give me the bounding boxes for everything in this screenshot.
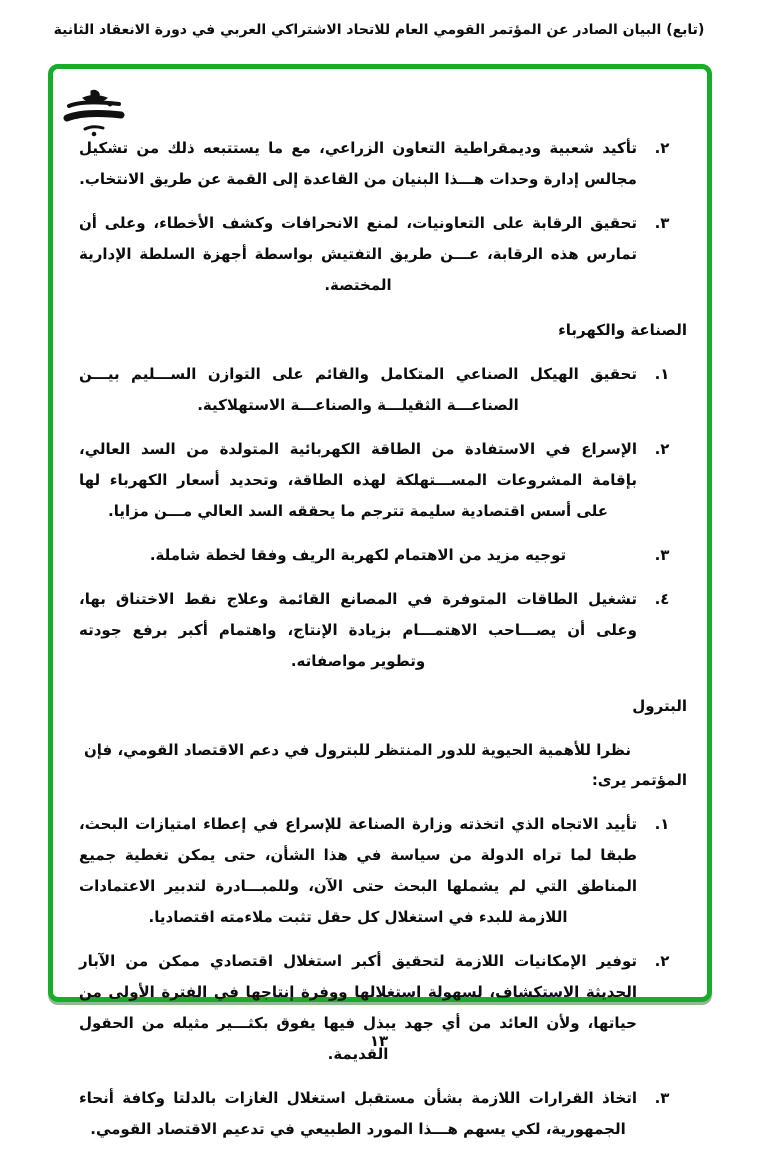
section-heading: البترول: [632, 697, 687, 715]
list-item: [79, 208, 687, 301]
section-heading: الصناعة والكهرباء: [558, 321, 687, 339]
list-item: [79, 133, 687, 195]
list-item-text: توفير الإمكانيات اللازمة لتحقيق أكبر استغلال اقتصادي ممكن من الآبار الحديثة الاستكشاف، لسهولة استغلالها ووفرة إنتاجها في الفترة الأولى من حياتها، ولأن العائد من أي جهد يبذل فيها يفوق بكثـــير مثيله من الحقول القديمة.: [79, 952, 637, 1063]
list-item-number: ٢.: [654, 139, 670, 157]
list-item-text: اتخاذ القرارات اللازمة بشأن مستقبل استغلال الغازات بالدلتا وكافة أنحاء الجمهورية، لكي يسهم هـــذا المورد الطبيعي في تدعيم الاقتصاد القومي.: [79, 1089, 637, 1138]
list-item-number: ١.: [654, 365, 670, 383]
list-item: [79, 946, 687, 1070]
document-body: [79, 133, 687, 1158]
list-item-text: تأكيد شعبية وديمقراطية التعاون الزراعي، مع ما يستتبعه ذلك من تشكيل مجالس إدارة وحدات هـــذا البنيان من القاعدة إلى القمة عن طريق الانتخاب.: [79, 139, 637, 188]
list-item-number: ٢.: [654, 952, 670, 970]
list-item-number: ٤.: [654, 590, 670, 608]
page-header-title: (تابع) البيان الصادر عن المؤتمر القومي العام للاتحاد الاشتراكي العربي في دورة الانعقاد الثانية: [53, 22, 705, 38]
list-item-text: تشغيل الطاقات المتوفرة في المصانع القائمة وعلاج نقط الاختناق بها، وعلى أن يصـــاحب الاهتمـــام بزيادة الإنتاج، واهتمام أكبر برفع جودته وتطوير مواصفاته.: [79, 590, 637, 670]
list-item-number: ٣.: [654, 1089, 670, 1107]
list-item-text: توجيه مزيد من الاهتمام لكهربة الريف وفقا لخطة شاملة.: [149, 546, 567, 564]
list-item-text: الإسراع في الاستفادة من الطاقة الكهربائية المتولدة من السد العالي، بإقامة المشروعات المســـتهلكة لهذه الطاقة، وتحديد أسعار الكهرباء لها على أسس اقتصادية سليمة تترجم ما يحققه السد العالي مـــن مزايا.: [79, 440, 637, 520]
list-item: [79, 359, 687, 421]
list-item-number: ١.: [654, 815, 670, 833]
list-item-number: ٣.: [654, 214, 670, 232]
list-item: [79, 1083, 687, 1145]
list-item-number: ٢.: [654, 440, 670, 458]
list-item: [79, 434, 687, 527]
page-number: ١٣: [369, 1032, 389, 1050]
list-item-number: ٣.: [654, 546, 670, 564]
list-item-text: تحقيق الرقابة على التعاونيات، لمنع الانحرافات وكشف الأخطاء، وعلى أن تمارس هذه الرقابة، عـــن طريق التفتيش بواسطة أجهزة السلطة الإدارية المختصة.: [79, 214, 637, 294]
list-item-text: تأييد الاتجاه الذي اتخذته وزارة الصناعة للإسراع في إعطاء امتيازات البحث، طبقا لما تراه الدولة من سياسة في هذا الشأن، حتى يمكن تغطية جميع المناطق التي لم يشملها البحث حتى الآن، وللمبـــادرة لتدبير الاعتمادات اللازمة للبدء في استغلال كل حقل تثبت ملاءمته اقتصاديا.: [79, 815, 637, 926]
list-item: [79, 540, 687, 571]
list-item: [79, 809, 687, 933]
list-item-text: تحقيق الهيكل الصناعي المتكامل والقائم على التوازن الســـليم بيـــن الصناعـــة الثقيلـــة والصناعـــة الاستهلاكية.: [79, 365, 637, 414]
list-item: [79, 584, 687, 677]
section-intro-paragraph: نظرا للأهمية الحيوية للدور المنتظر للبترول في دعم الاقتصاد القومي، فإن المؤتمر يرى:: [83, 741, 687, 789]
